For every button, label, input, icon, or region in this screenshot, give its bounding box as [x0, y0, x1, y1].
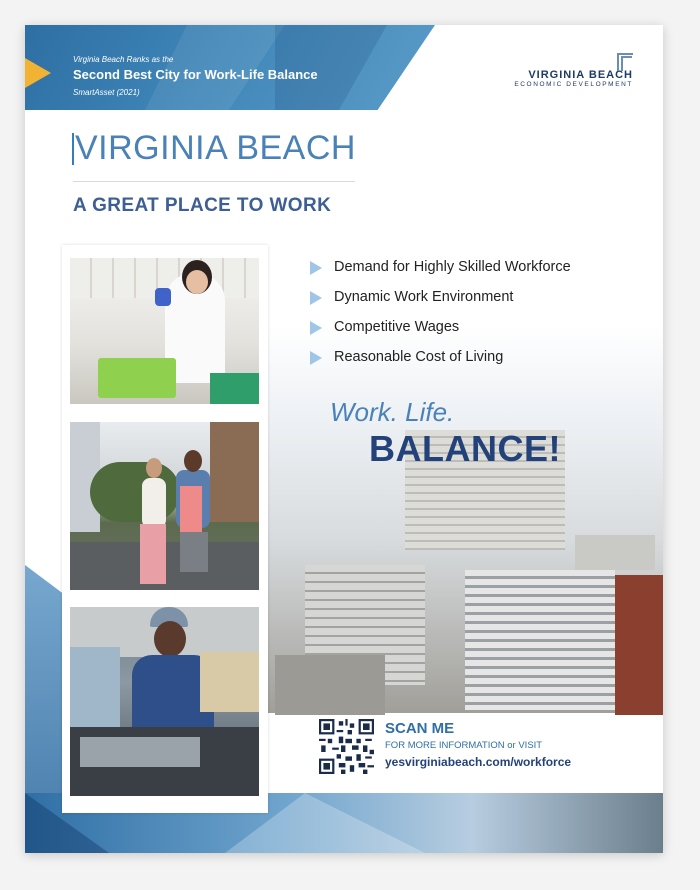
website-link[interactable]: yesvirginiabeach.com/workforce	[385, 755, 572, 769]
building	[615, 575, 663, 715]
cta-box	[315, 715, 663, 790]
photo-column	[62, 245, 268, 813]
vbed-logo	[514, 55, 633, 88]
building	[465, 570, 615, 710]
women-walking-photo	[70, 422, 259, 590]
banner-headline: Second Best City for Work-Life Balance	[73, 67, 318, 82]
page-title: VIRGINIA BEACH	[75, 129, 356, 167]
logo-name: VIRGINIA BEACH	[528, 69, 633, 81]
factory-worker-photo	[70, 607, 259, 796]
bullet-triangle-icon	[310, 321, 322, 335]
bullet-triangle-icon	[310, 291, 322, 305]
flyer-page	[25, 25, 663, 853]
list-item-text: Reasonable Cost of Living	[334, 349, 504, 365]
building	[275, 655, 385, 715]
lab-scientist-photo	[70, 258, 259, 404]
page-subtitle: A GREAT PLACE TO WORK	[73, 195, 332, 216]
list-item	[310, 258, 571, 288]
banner-small-line: Virginia Beach Ranks as the	[73, 55, 174, 64]
more-info-label: FOR MORE INFORMATION or VISIT	[385, 740, 543, 751]
arrow-icon	[25, 58, 51, 88]
divider	[73, 181, 355, 182]
list-item-text: Demand for Highly Skilled Workforce	[334, 259, 571, 275]
bullet-triangle-icon	[310, 351, 322, 365]
list-item	[310, 288, 571, 318]
logo-mark-icon	[615, 51, 633, 69]
benefits-list	[310, 258, 571, 378]
city-skyline-photo	[265, 325, 663, 713]
bullet-triangle-icon	[310, 261, 322, 275]
list-item	[310, 348, 571, 378]
banner-source: SmartAsset (2021)	[73, 88, 140, 97]
list-item-text: Competitive Wages	[334, 319, 460, 335]
scan-me-label: SCAN ME	[385, 720, 455, 737]
list-item-text: Dynamic Work Environment	[334, 289, 514, 305]
building	[575, 535, 655, 570]
qr-code-icon[interactable]	[319, 719, 374, 774]
text-cursor	[72, 133, 74, 165]
list-item	[310, 318, 571, 348]
tagline-work-life: Work. Life.	[330, 397, 455, 427]
logo-subtitle: ECONOMIC DEVELOPMENT	[514, 81, 633, 88]
tagline-balance: BALANCE!	[369, 428, 561, 469]
